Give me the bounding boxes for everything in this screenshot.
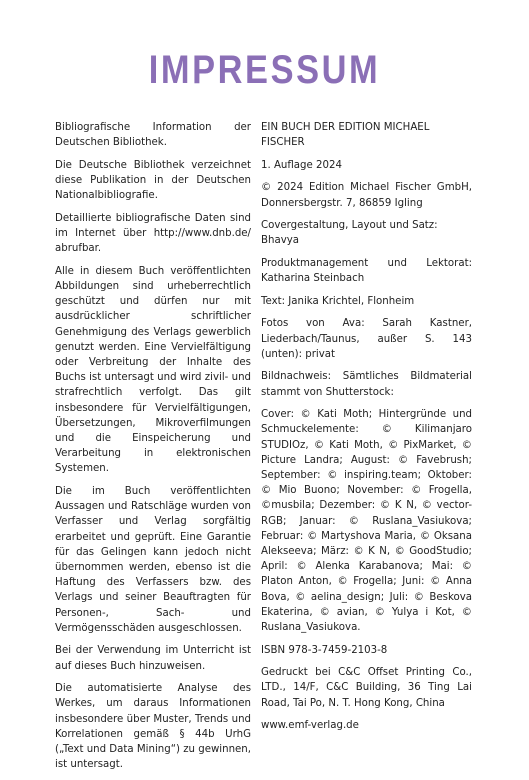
publisher-website: www.emf-verlag.de	[261, 720, 359, 732]
publisher-copyright: © 2024 Edition Michael Fischer GmbH, Donnersbergstr. 7, 86859 Igling	[261, 182, 472, 209]
left-column	[55, 120, 251, 780]
isbn: ISBN 978-3-7459-2103-8	[261, 644, 388, 656]
photo-credit: Fotos von Ava: Sarah Kastner, Liederbach/Taunus, außer S. 143 (unten): privat	[261, 318, 472, 360]
right-column	[261, 120, 472, 741]
edition-number: 1. Auflage 2024	[261, 159, 342, 171]
paragraph-liability-disclaimer: Die im Buch veröffentlichten Aussagen und Ratschläge wurden von Verfasser und Verlag sorgfältig erarbeitet und geprüft. Eine Garantie für das Gelingen kann jedoch nicht übernommen werden, ebenso ist die Haftung des Verfassers bzw. des Verlags und seiner Beauftragten für Personen-, Sach- und Vermögensschäden ausgeschlossen.	[55, 486, 251, 634]
cover-design-credit: Covergestaltung, Layout und Satz: Bhavya	[261, 220, 438, 247]
paragraph-dnb-link: Detaillierte bibliografische Daten sind im Internet über http://www.dnb.de/ abrufbar.	[55, 212, 251, 255]
printer-info: Gedruckt bei C&C Offset Printing Co., LTD., 14/F, C&C Building, 36 Ting Lai Road, Tai Po, N. T. Hong Kong, China	[261, 667, 472, 709]
paragraph-text-data-mining: Die automatisierte Analyse des Werkes, um daraus Informationen insbesondere über Muster, Trends und Korrelationen gemäß § 44b UrhG („Text und Data Mining“) zu gewinnen, ist untersagt.	[55, 683, 252, 771]
edition-line: EIN BUCH DER EDITION MICHAEL FISCHER	[261, 122, 430, 149]
page-title: IMPRESSUM	[148, 48, 381, 92]
paragraph-teaching-use: Bei der Verwendung im Unterricht ist auf dieses Buch hinzuweisen.	[55, 645, 251, 672]
paragraph-copyright-notice: Alle in diesem Buch veröffentlichten Abbildungen sind urheberrechtlich geschützt und dürfen nur mit ausdrücklicher schriftlicher Genehmigung des Verlags gewerblich genutzt werden. Eine Vervielfältigung oder Verbreitung der Inhalte des Buchs ist untersagt und wird zivil- und strafrechtlich verfolgt. Das gilt insbesondere für Vervielfältigungen, Übersetzungen, Mikroverfilmungen und die Einspeicherung und Verarbeitung in elektronischen Systemen.	[55, 265, 251, 475]
text-credit: Text: Janika Krichtel, Flonheim	[261, 295, 415, 307]
paragraph-national-bibliography: Die Deutsche Bibliothek verzeichnet diese Publikation in der Deutschen Nationalbibliografie.	[55, 159, 251, 202]
image-credits-list: Cover: © Kati Moth; Hintergründe und Schmuckelemente: © Kilimanjaro STUDIOz, © Kati Moth, © PixMarket, © Picture Landra; August: © Favebrush; September: © inspiring.team; Oktober: © Mio Buono; November: © Frogella, ©musbila; Dezember: © K N, © vector-RGB; Januar: © Ruslana_Vasiukova; Februar: © Martyshova Maria, © Oksana Alekseeva; März: © K N, © GoodStudio; April: © Alenka Karabanova; Mai: © Platon Anton, © Frogella; Juni: © Anna Bova, © aelina_design; Juli: © Beskova Ekaterina, © avian, © Yulya i Kot, © Ruslana_Vasiukova.	[261, 409, 472, 634]
editorial-credit: Produktmanagement und Lektorat: Katharina Steinbach	[261, 257, 472, 285]
paragraph-bibliographic-info: Bibliografische Information der Deutschen Bibliothek.	[55, 122, 251, 149]
image-credits-intro: Bildnachweis: Sämtliches Bildmaterial stammt von Shutterstock:	[261, 371, 472, 398]
